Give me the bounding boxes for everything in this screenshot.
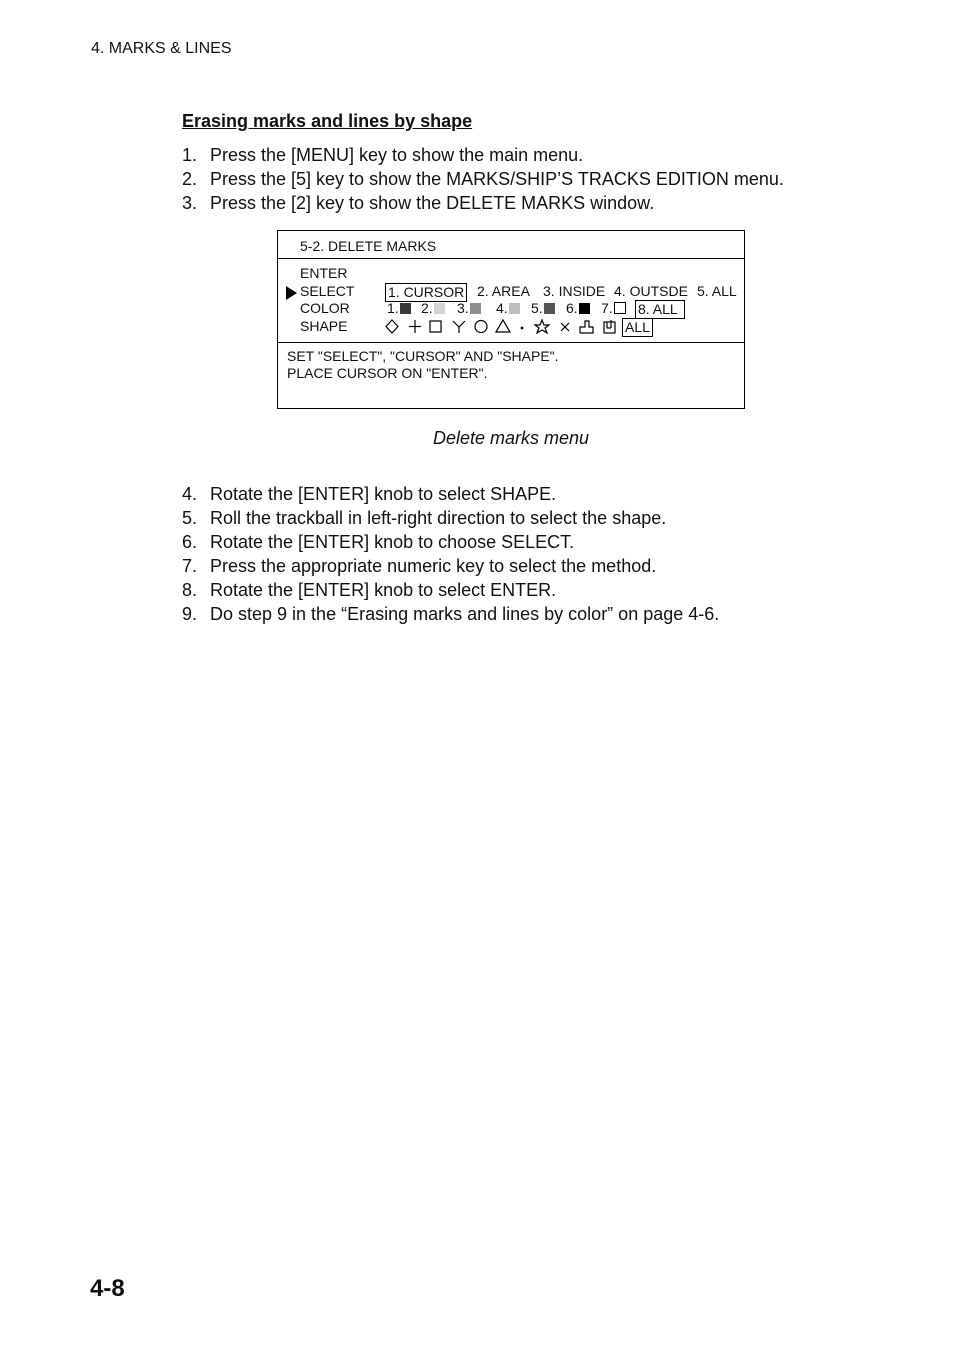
star-icon[interactable] [535, 320, 549, 333]
select-option-all[interactable]: 5. ALL [697, 283, 737, 299]
step-number: 2. [182, 169, 198, 189]
step-text: Rotate the [ENTER] knob to select ENTER. [210, 580, 557, 600]
step-item [182, 602, 719, 626]
menu-message-line: PLACE CURSOR ON "ENTER". [287, 365, 488, 381]
menu-cursor-arrow-icon [286, 286, 297, 300]
step-number: 8. [182, 580, 198, 600]
plus-icon[interactable] [409, 320, 421, 333]
menu-row-select[interactable]: SELECT [300, 283, 355, 299]
step-text: Rotate the [ENTER] knob to select SHAPE. [210, 484, 557, 504]
step-item [182, 167, 784, 191]
step-item [182, 191, 784, 215]
flag-icon[interactable] [580, 321, 593, 333]
color-option-label: 1. [387, 300, 399, 316]
color-option-label: 4. [496, 300, 508, 316]
menu-title: 5-2. DELETE MARKS [300, 238, 437, 254]
figure-caption: Delete marks menu [432, 428, 590, 448]
color-option-all[interactable]: 8. ALL [635, 300, 685, 319]
step-text: Press the [2] key to show the DELETE MARKS window. [210, 193, 655, 213]
color-option-1[interactable] [387, 300, 411, 317]
select-option-inside[interactable]: 3. INSIDE [543, 283, 606, 299]
dot-icon[interactable] [521, 327, 523, 329]
steps-list-second [182, 482, 719, 626]
step-number: 9. [182, 604, 198, 624]
y-icon[interactable] [453, 321, 465, 333]
page-number: 4-8 [90, 1275, 125, 1302]
step-number: 4. [182, 484, 198, 504]
color-swatch-icon [544, 303, 555, 314]
step-number: 7. [182, 556, 198, 576]
color-option-label: 5. [531, 300, 543, 316]
color-option-4[interactable] [496, 300, 520, 317]
step-number: 5. [182, 508, 198, 528]
color-swatch-icon [579, 303, 590, 314]
color-option-2[interactable] [421, 300, 445, 317]
select-option-cursor[interactable]: 1. CURSOR [385, 283, 467, 302]
step-text: Press the [5] key to show the MARKS/SHIP’S TRACKS EDITION menu. [210, 169, 784, 189]
triangle-icon[interactable] [496, 320, 510, 332]
step-text: Press the [MENU] key to show the main menu. [210, 145, 584, 165]
step-text: Press the appropriate numeric key to select the method. [210, 556, 657, 576]
color-swatch-icon [470, 303, 481, 314]
color-option-label: 6. [566, 300, 578, 316]
color-option-label: 7. [601, 300, 613, 316]
step-text: Rotate the [ENTER] knob to choose SELECT. [210, 532, 575, 552]
section-title: Erasing marks and lines by shape [182, 111, 473, 131]
select-option-outside[interactable]: 4. OUTSDE [614, 283, 688, 299]
x-icon[interactable] [561, 323, 569, 331]
select-option-area[interactable]: 2. AREA [477, 283, 530, 299]
step-item [182, 554, 719, 578]
color-option-label: 3. [457, 300, 469, 316]
menu-row-color[interactable]: COLOR [300, 300, 350, 316]
shape-option-all[interactable]: ALL [622, 318, 653, 337]
menu-divider [278, 342, 744, 343]
circle-icon[interactable] [475, 321, 487, 333]
step-text: Roll the trackball in left-right direction to select the shape. [210, 508, 667, 528]
running-header: 4. MARKS & LINES [91, 40, 232, 57]
square-icon[interactable] [430, 321, 441, 332]
color-option-label: 2. [421, 300, 433, 316]
step-item [182, 530, 719, 554]
diamond-icon[interactable] [386, 320, 398, 333]
step-number: 1. [182, 145, 198, 165]
anchor-icon[interactable] [604, 320, 615, 333]
step-item [182, 143, 784, 167]
step-number: 3. [182, 193, 198, 213]
color-swatch-icon [400, 303, 411, 314]
menu-message-line: SET "SELECT", "CURSOR" AND "SHAPE". [287, 348, 559, 364]
delete-marks-menu [277, 230, 745, 409]
menu-row-shape[interactable]: SHAPE [300, 318, 348, 334]
step-number: 6. [182, 532, 198, 552]
menu-divider [278, 258, 744, 259]
step-item [182, 506, 719, 530]
color-option-6[interactable] [566, 300, 590, 317]
color-option-5[interactable] [531, 300, 555, 317]
color-swatch-icon [509, 303, 520, 314]
step-item [182, 578, 719, 602]
color-option-3[interactable] [457, 300, 481, 317]
color-swatch-icon [434, 303, 445, 314]
color-option-7[interactable] [601, 300, 626, 317]
color-swatch-icon [614, 302, 626, 314]
steps-list-first [182, 143, 784, 215]
menu-row-enter[interactable]: ENTER [300, 265, 348, 281]
step-item [182, 482, 719, 506]
shape-options-row [385, 318, 625, 335]
step-text: Do step 9 in the “Erasing marks and lines by color” on page 4-6. [210, 604, 720, 624]
